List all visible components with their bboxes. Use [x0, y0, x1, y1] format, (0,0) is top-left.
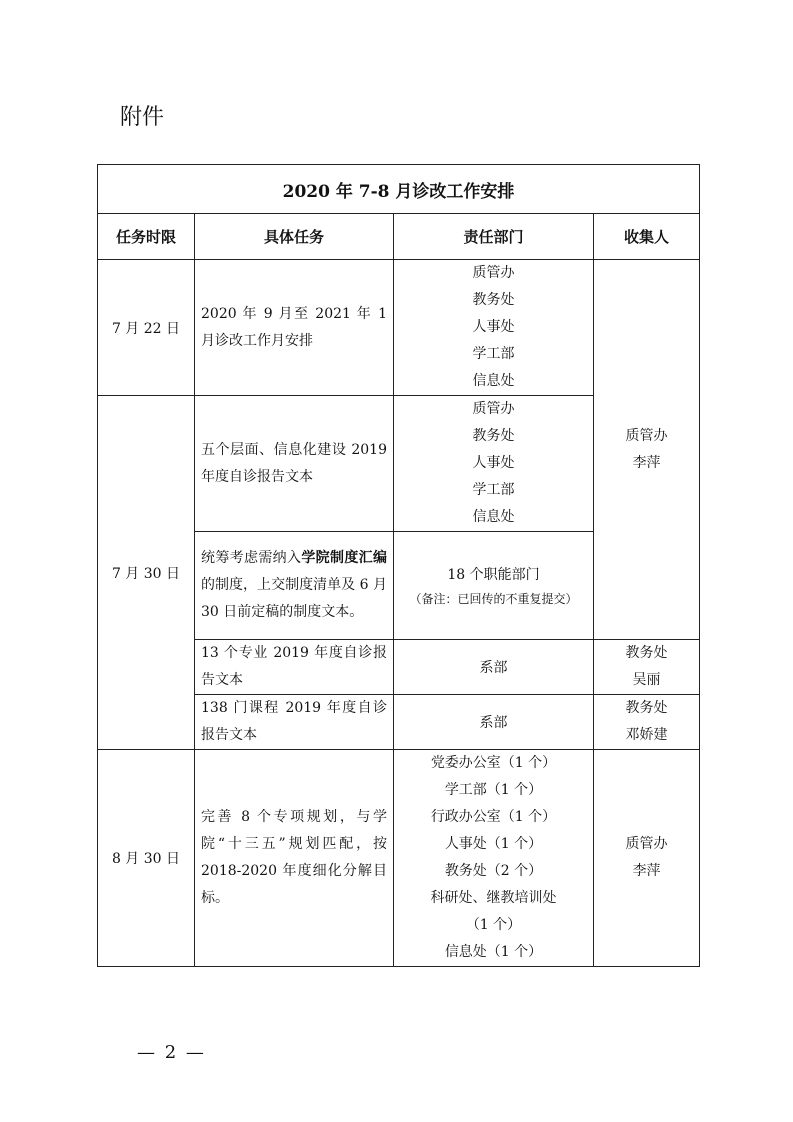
table-row [98, 260, 700, 396]
header-deadline: 任务时限 [98, 214, 195, 260]
header-task: 具体任务 [195, 214, 394, 260]
collector-cell: 教务处 吴丽 [594, 640, 700, 695]
page-number: — 2 — [137, 1042, 206, 1063]
dept-cell: 质管办 教务处 人事处 学工部 信息处 [394, 396, 594, 532]
dept-cell: 党委办公室（1 个） 学工部（1 个） 行政办公室（1 个） 人事处（1 个） 教务处（2 个） 科研处、继教培训处 （1 个） 信息处（1 个） [394, 750, 594, 967]
header-dept: 责任部门 [394, 214, 594, 260]
deadline-cell: 7 月 30 日 [98, 396, 195, 750]
deadline-cell: 7 月 22 日 [98, 260, 195, 396]
dept-note: （备注：已回传的不重复提交） [409, 591, 578, 606]
dept-cell: 系部 [394, 640, 594, 695]
dept-cell: 18 个职能部门 （备注：已回传的不重复提交） [394, 532, 594, 640]
attachment-label: 附件 [120, 105, 165, 130]
dept-cell: 系部 [394, 695, 594, 750]
task-cell: 13 个专业 2019 年度自诊报告文本 [195, 640, 394, 695]
task-cell: 五个层面、信息化建设 2019 年度自诊报告文本 [195, 396, 394, 532]
collector-cell: 质管办 李萍 [594, 750, 700, 967]
task-cell: 138 门课程 2019 年度自诊报告文本 [195, 695, 394, 750]
dept-cell: 质管办 教务处 人事处 学工部 信息处 [394, 260, 594, 396]
collector-cell: 教务处 邓娇建 [594, 695, 700, 750]
task-cell: 2020 年 9 月至 2021 年 1 月诊改工作月安排 [195, 260, 394, 396]
header-collector: 收集人 [594, 214, 700, 260]
deadline-cell: 8 月 30 日 [98, 750, 195, 967]
task-cell: 统筹考虑需纳入学院制度汇编的制度，上交制度清单及 6 月 30 日前定稿的制度文本。 [195, 532, 394, 640]
table-row [98, 750, 700, 967]
collector-cell: 质管办 李萍 [594, 260, 700, 640]
task-cell: 完善 8 个专项规划，与学院“十三五”规划匹配，按 2018-2020 年度细化分解目标。 [195, 750, 394, 967]
table-title: 2020 年 7-8 月诊改工作安排 [98, 165, 700, 214]
schedule-table [97, 164, 700, 967]
